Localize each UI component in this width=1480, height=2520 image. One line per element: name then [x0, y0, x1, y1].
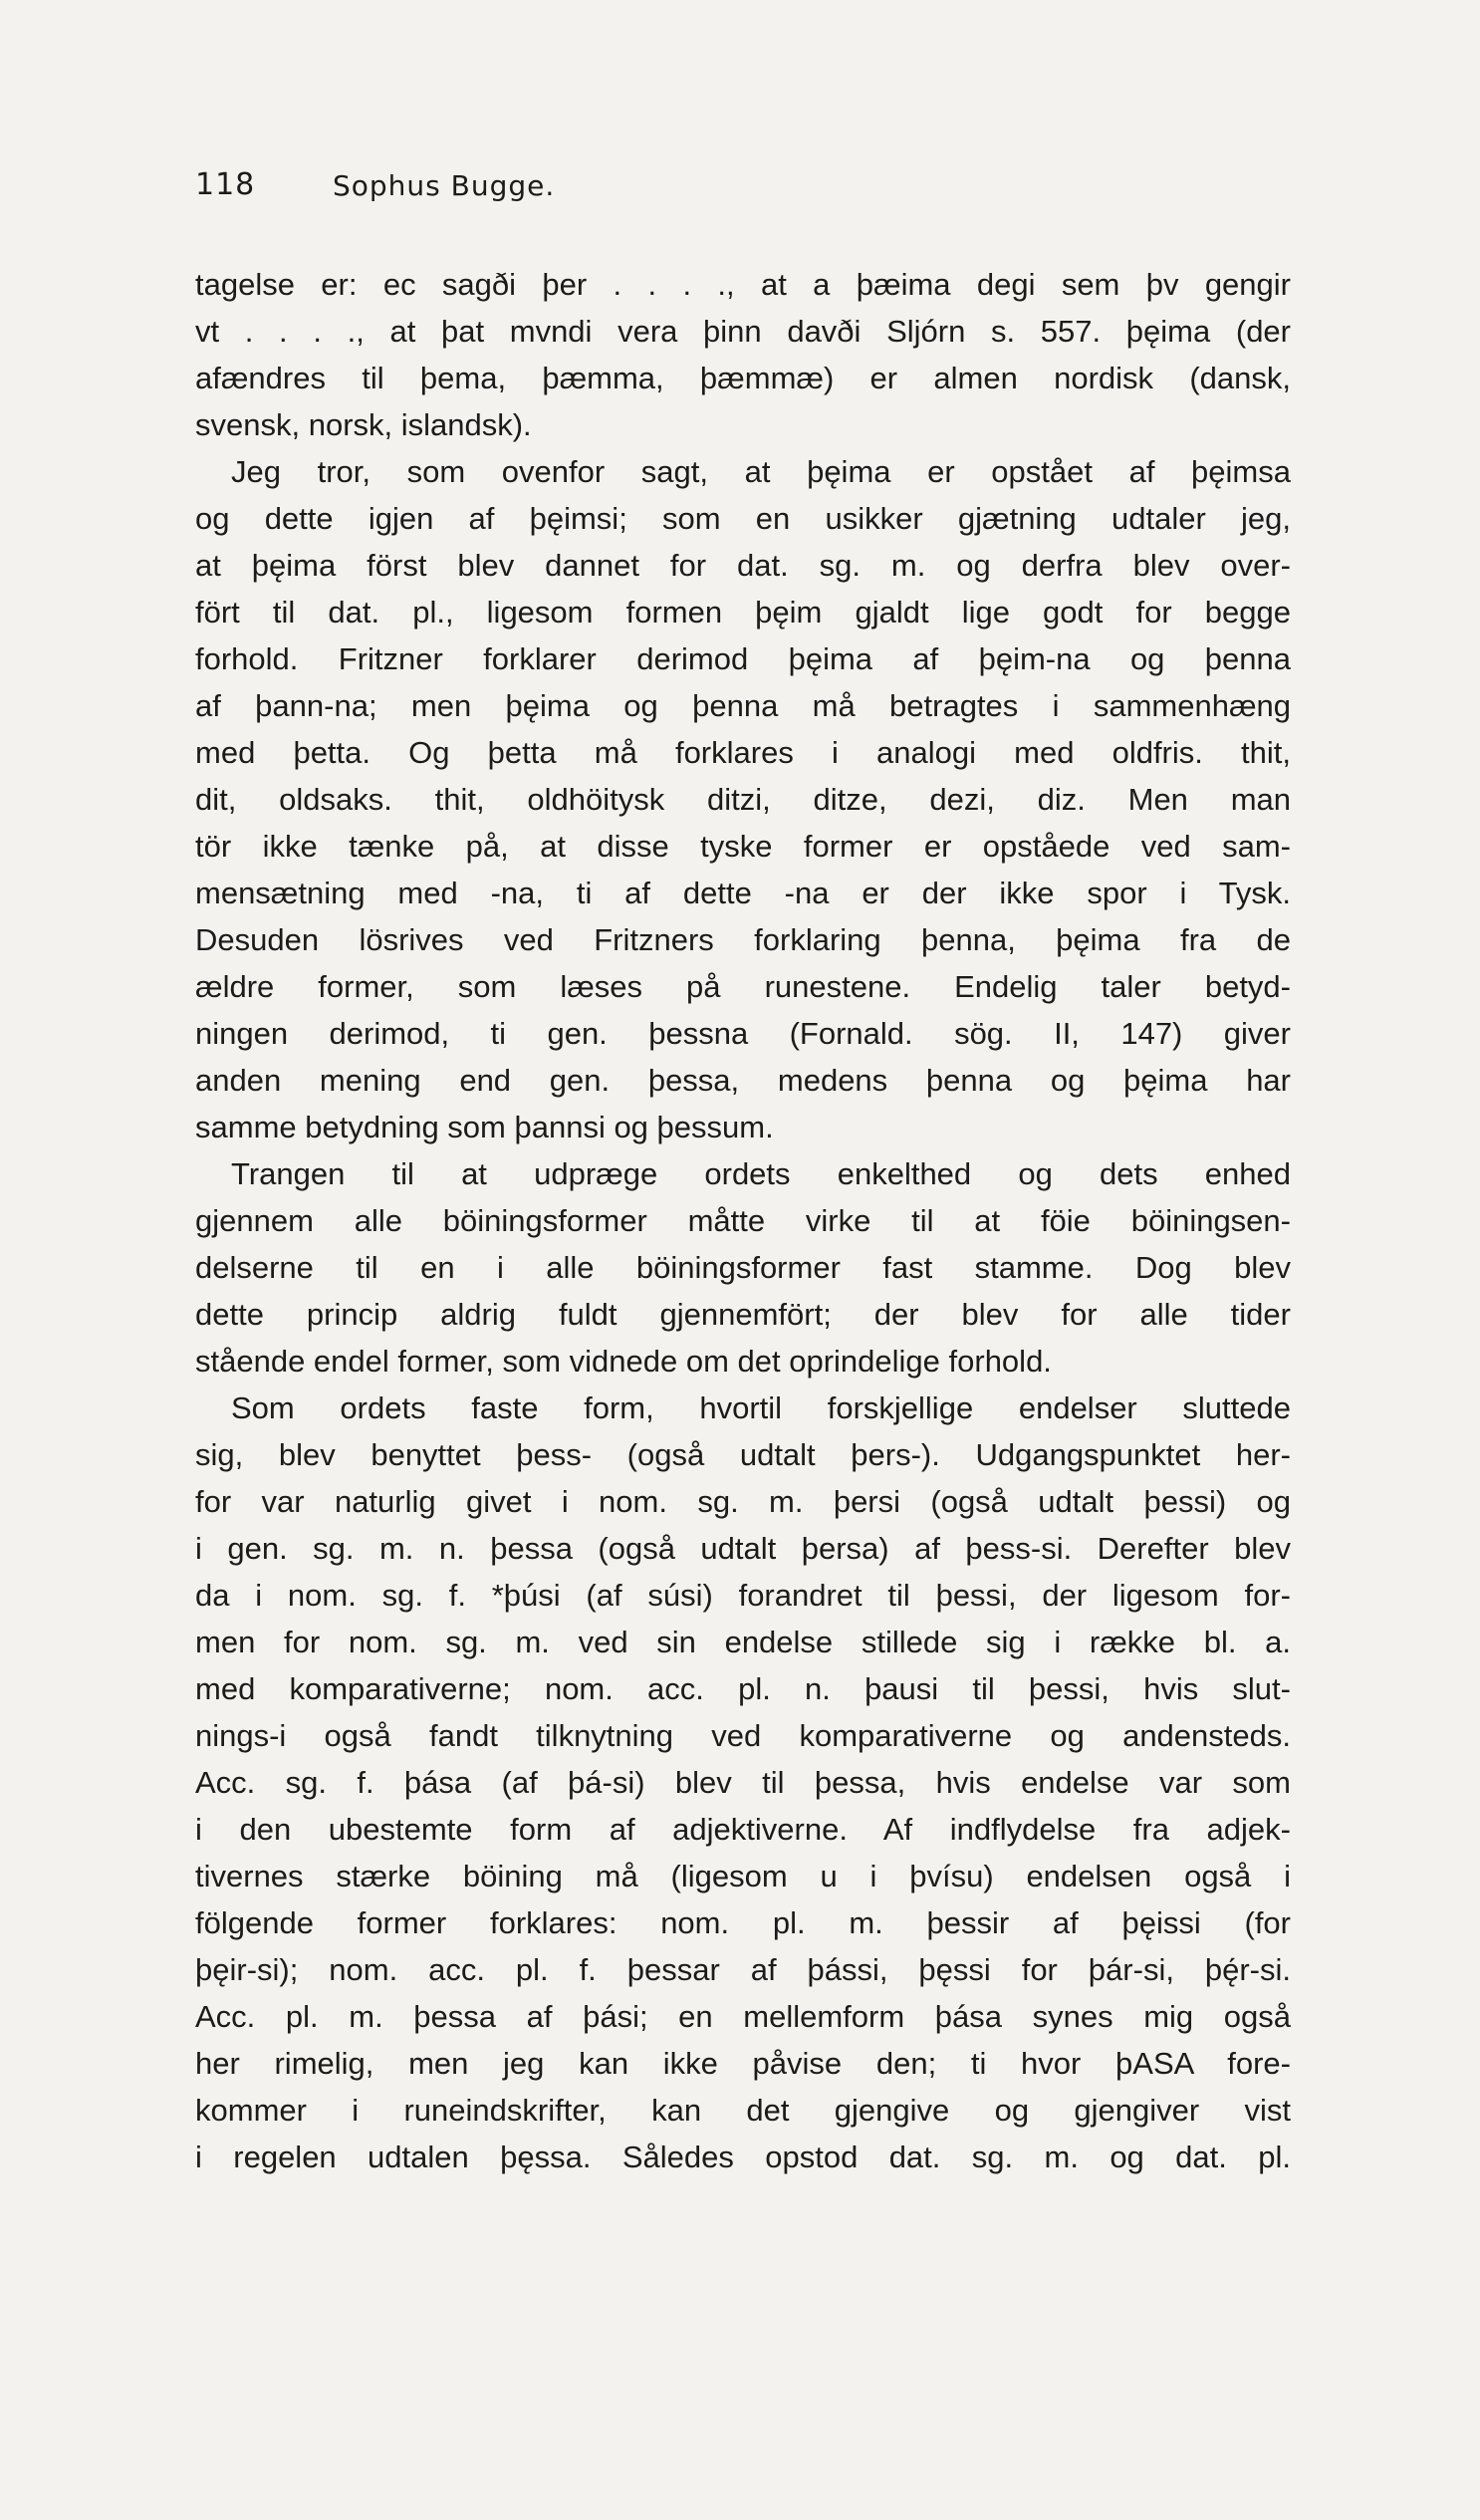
text-line: for var naturlig givet i nom. sg. m. þersi (også udtalt þessi) og [195, 1484, 1291, 1519]
text-line: i regelen udtalen þęssa. Således opstod dat. sg. m. og dat. pl. [195, 2140, 1291, 2174]
text-line: anden mening end gen. þessa, medens þenna og þęima har [195, 1063, 1291, 1098]
text-line: med þetta. Og þetta må forklares i analogi med oldfris. thit, [195, 735, 1291, 770]
text-line: fört til dat. pl., ligesom formen þęim gjaldt lige godt for begge [195, 595, 1291, 630]
text-line: forhold. Fritzner forklarer derimod þęima af þęim-na og þenna [195, 641, 1291, 676]
text-line: svensk, norsk, islandsk). [195, 407, 532, 442]
page-header [195, 167, 1301, 207]
text-line: at þęima först blev dannet for dat. sg. m. og derfra blev over- [195, 548, 1291, 583]
text-line: tagelse er: ec sagði þer . . . ., at a þæima degi sem þv gengir [195, 267, 1291, 302]
text-line: i gen. sg. m. n. þessa (også udtalt þersa) af þess-si. Derefter blev [195, 1531, 1291, 1566]
text-line: vt . . . ., at þat mvndi vera þinn davði Sljórn s. 557. þęima (der [195, 314, 1291, 349]
text-line: tör ikke tænke på, at disse tyske former er opståede ved sam- [195, 829, 1291, 864]
page-number: 118 [195, 167, 256, 202]
text-line: Trangen til at udpræge ordets enkelthed og dets enhed [231, 1156, 1291, 1191]
text-line: gjennem alle böiningsformer måtte virke til at föie böiningsen- [195, 1203, 1291, 1238]
text-line: þęir-si); nom. acc. pl. f. þessar af þássi, þęssi for þár-si, þę́r-si. [195, 1952, 1291, 1987]
text-line: sig, blev benyttet þess- (også udtalt þers-). Udgangspunktet her- [195, 1437, 1291, 1472]
text-line: da i nom. sg. f. *þúsi (af súsi) forandret til þessi, der ligesom for- [195, 1578, 1291, 1613]
text-line: afændres til þema, þæmma, þæmmæ) er almen nordisk (dansk, [195, 361, 1291, 395]
text-line: Acc. pl. m. þessa af þási; en mellemform þása synes mig også [195, 1999, 1291, 2034]
text-line: samme betydning som þannsi og þessum. [195, 1110, 774, 1144]
text-line: ningen derimod, ti gen. þessna (Fornald. sög. II, 147) giver [195, 1016, 1291, 1051]
text-line: men for nom. sg. m. ved sin endelse stillede sig i række bl. a. [195, 1625, 1291, 1659]
text-line: stående endel former, som vidnede om det oprindelige forhold. [195, 1344, 1052, 1379]
text-line: dette princip aldrig fuldt gjennemfört; der blev for alle tider [195, 1297, 1291, 1332]
text-line: tivernes stærke böining må (ligesom u i þvísu) endelsen også i [195, 1859, 1291, 1893]
text-line: nings-i også fandt tilknytning ved komparativerne og andensteds. [195, 1718, 1291, 1753]
text-line: Acc. sg. f. þása (af þá-si) blev til þessa, hvis endelse var som [195, 1765, 1291, 1800]
text-line: med komparativerne; nom. acc. pl. n. þausi til þessi, hvis slut- [195, 1671, 1291, 1706]
text-line: og dette igjen af þęimsi; som en usikker gjætning udtaler jeg, [195, 501, 1291, 536]
running-head: Sophus Bugge. [333, 169, 556, 202]
body-text [195, 261, 1291, 2180]
text-line: her rimelig, men jeg kan ikke påvise den; ti hvor þASA fore- [195, 2046, 1291, 2081]
text-line: ældre former, som læses på runestene. Endelig taler betyd- [195, 969, 1291, 1004]
text-line: Jeg tror, som ovenfor sagt, at þęima er opstået af þęimsa [231, 454, 1291, 489]
text-line: dit, oldsaks. thit, oldhöitysk ditzi, ditze, dezi, diz. Men man [195, 782, 1291, 817]
text-line: i den ubestemte form af adjektiverne. Af indflydelse fra adjek- [195, 1812, 1291, 1847]
text-line: Som ordets faste form, hvortil forskjellige endelser sluttede [231, 1390, 1291, 1425]
text-line: fölgende former forklares: nom. pl. m. þessir af þęissi (for [195, 1905, 1291, 1940]
text-line: mensætning med -na, ti af dette -na er der ikke spor i Tysk. [195, 876, 1291, 910]
text-line: Desuden lösrives ved Fritzners forklaring þenna, þęima fra de [195, 922, 1291, 957]
text-line: delserne til en i alle böiningsformer fast stamme. Dog blev [195, 1250, 1291, 1285]
text-line: kommer i runeindskrifter, kan det gjengive og gjengiver vist [195, 2093, 1291, 2128]
text-line: af þann-na; men þęima og þenna må betragtes i sammenhæng [195, 688, 1291, 723]
